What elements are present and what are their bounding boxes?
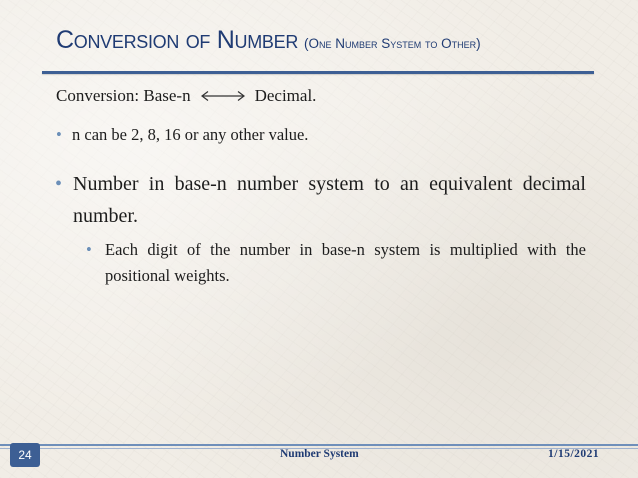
sub-bullet-item-1 [86,237,586,289]
conversion-line [56,86,316,106]
double-arrow-icon [199,90,247,102]
slide-title [56,26,616,55]
title-underline [42,71,594,74]
conversion-left-text: Conversion: Base-n [56,86,191,105]
footer-rule [0,444,638,446]
bullet-dot-icon: • [55,173,63,195]
conversion-right-text: Decimal. [254,86,317,105]
bullet-text: n can be 2, 8, 16 or any other value. [72,125,309,144]
bullet-text: Number in base-n number system to an equivalent decimal number. [73,173,586,227]
slide-title-sub: (One Number System to Other) [304,36,481,51]
bullet-dot-icon: • [56,125,62,144]
slide-number: 24 [10,443,40,467]
bullet-text: Each digit of the number in base-n system is multiplied with the positional weights. [105,240,586,285]
bullet-item-2 [56,168,586,232]
footer-date: 1/15/2021 [548,448,600,460]
footer-title: Number System [280,448,359,460]
bullet-dot-icon: • [86,240,92,259]
slide-title-main: Conversion of Number [56,26,299,54]
bullet-item-1 [56,124,308,146]
